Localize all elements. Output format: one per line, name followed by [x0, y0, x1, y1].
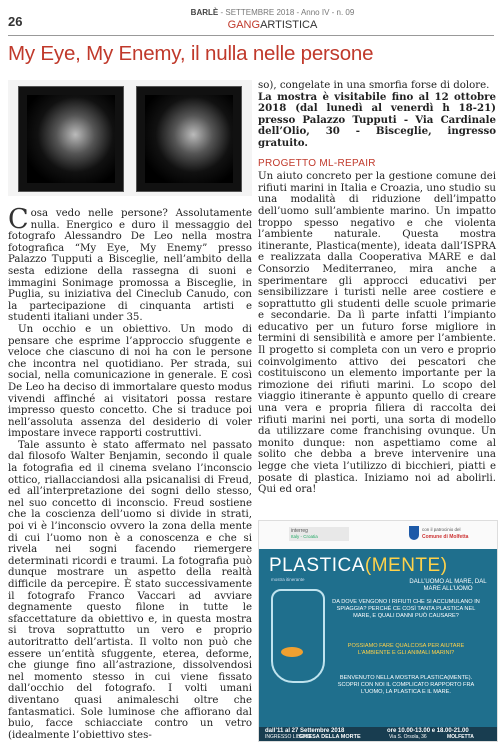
exhibition-info: La mostra è visitabile fino al 12 ottobre 2018 (dal lunedì al venerdì h 18-21) presso Palazzo Tupputi - Via Cardinale dell’Olio, 30 - Bisceglie, ingresso gratuito.: [258, 90, 496, 149]
paragraph-3: Tale assunto è stato affermato nel passato dal filosofo Walter Benjamin, secondo il quale la fotografia ed il cinema svelano l’inconscio ottico, riallacciandosi alla psicanalisi di Freud, ed all’interpretazione dei sogni dello stesso, nel suo concetto di inconscio. Freud sostiene che la coscienza dell’uomo si divide in strati, poi vi è l’inconscio ovvero la zona della mente di cui l’uomo non è a conoscenza e che si rivela nei sogni facendo riemergere determinati ricordi e traumi. La fotografia può dunque mostrare un aspetto della realtà difficile da percepire. È stato successivamente il fotografo Franco Vaccari ad avviare degnamente questo filone in tutte le sfaccettature da obiettivo e, in questa mostra si trova soprattutto un vero e proprio autoritratto dell’artista. Il volto non può che essere un’entità sfuggente, eterea, deforme, che giunge fino all’astrazione, dissolvendosi nel momento stesso in cui viene fissato dall’occhio del fotografo. I volti umani diventano quasi animaleschi oltre che fantasmatici. Sole luminose che affiorano dal buio, facce schiacciate contro un vetro (idealmente l’obiettivo stes-: [8, 439, 252, 741]
header-divider: [8, 35, 494, 36]
plastic-bag-icon: [271, 589, 325, 683]
poster-footer: [259, 727, 497, 741]
fish-icon: [281, 647, 303, 657]
poster-welcome: BENVENUTO NELLA MOSTRA PLASTICA(MENTE). SCOPRI CON NOI IL COMPLICATO RAPPORTO FRA L’UOMO, LA PLASTICA E IL MARE.: [337, 675, 475, 695]
poster-logo-bar: [259, 521, 497, 550]
shield-icon: [409, 526, 419, 540]
exhibition-photo: [8, 80, 252, 196]
poster-main: [259, 549, 497, 727]
poster-times: ore 10.00-13.00 e 18.00-21.00: [387, 728, 469, 734]
poster-question-2: POSSIAMO FARE QUALCOSA PER AIUTARE L’AMBIENTE E GLI ANIMALI MARINI?: [347, 643, 465, 656]
poster-question: DA DOVE VENGONO I RIFIUTI CHE SI ACCUMULANO IN SPIAGGIA? PERCHÉ CE COSÌ TANTA PLASTICA NEL MARE, E QUALI DANNI PUÒ CAUSARE?: [332, 599, 480, 619]
article-title: My Eye, My Enemy, il nulla nelle persone: [8, 42, 374, 65]
masthead: BARLÈ: [190, 8, 219, 17]
section-suffix: ARTISTICA: [260, 19, 318, 31]
left-column: [8, 204, 252, 741]
framed-portrait-right: [136, 86, 242, 192]
poster-title: PLASTICA(MENTE): [269, 555, 448, 576]
poster-address: Via S. Orsola, 36: [389, 734, 427, 740]
poster-city: MOLFETTA: [447, 734, 474, 740]
comune-logo: con il patrocinio del Comune di Molfetta: [409, 526, 489, 544]
section-prefix: GANG: [227, 19, 261, 31]
framed-portrait-left: [18, 86, 124, 192]
poster-entry: INGRESSO LIBERO: [265, 734, 312, 740]
interreg-logo: interreg Italy - Croatia: [289, 527, 349, 541]
poster-venue: CHIESA DELLA MORTE: [299, 734, 361, 740]
poster-tagline: mostra itinerante: [271, 577, 305, 582]
drop-cap: C: [8, 204, 29, 235]
paragraph-2: Un occhio e un obiettivo. Un modo di pensare che esprime l’approccio sfuggente e veloce che ciascuno di noi ha con le persone che incontra nel quotidiano. Per strada, sui social, nella comunicazione in generale. E così De Leo ha deciso di immortalare questo modus vivendi affinché ai visitatori possa restare impresso questo concetto. Che si traduce poi nell’assoluta assenza del desiderio di voler impostare invece rapporti costruttivi.: [8, 323, 252, 440]
masthead-line: [140, 8, 405, 17]
section-name: [140, 19, 405, 31]
section-subheading: PROGETTO ML-REPAIR: [258, 157, 376, 169]
right-column: [258, 80, 496, 496]
issue-info: - SETTEMBRE 2018 - Anno IV - n. 09: [220, 8, 355, 17]
paragraph-1: Cosa vedo nelle persone? Assolutamente nulla. Energico e duro il messaggio del fotografo Alessandro De Leo nella mostra fotografica “My Eye, My Enemy” presso Palazzo Tupputi a Bisceglie, nell’ambito della sesta edizione della rassegna di suoni e immagini Sonimage promossa a Bisceglie, in Puglia, su iniziativa del Cineclub Canudo, con la partecipazione di cinquanta artisti e studenti italiani under 35.: [8, 204, 252, 324]
poster-slogan: DALL’UOMO AL MARE, DAL MARE ALL’UOMO: [409, 579, 487, 592]
event-poster: [258, 520, 498, 742]
page-number: 26: [8, 14, 23, 29]
poster-dates: dall’11 al 27 Settembre 2018: [265, 728, 345, 734]
project-paragraph: Un aiuto concreto per la gestione comune dei rifiuti marini in Italia e Croazia, uno studio su una modalità di riduzione dell’impatto dell’uomo sull’ambiente marino. Un impatto troppo spesso negativo e che violenta l’ambiente naturale. Questa mostra itinerante, Plastica(mente), ideata dall’ISPRA e realizzata dalla Cooperativa MARE e dal Consorzio Mediterraneo, mira anche a sperimentare gli approcci educativi per sensibilizzare i turisti nelle aree costiere e soprattutto gli studenti delle scuole primarie e secondarie. Da lì parte infatti l’impianto educativo per un futuro forse migliore in termini di sensibilità e amore per l’ambiente. Il progetto si completa con un vero e proprio coinvolgimento attivo dei pescatori che costituiscono un elemento importante per la rimozione dei rifiuti marini. Lo scopo del viaggio itinerante è appunto quello di creare una vera e propria filiera di raccolta dei rifiuti marini nei porti, una sorta di modello da utilizzare come franchising ovunque. Un monito dunque: non aspettiamo come al solito che debba a breve intervenire una legge che vieta l’utilizzo di bicchieri, piatti e posate di plastica. Iniziamo noi ad abolirli. Qui ed ora!: [258, 171, 496, 496]
continued-text: so), congelate in una smorfia forse di dolore.: [258, 80, 490, 91]
